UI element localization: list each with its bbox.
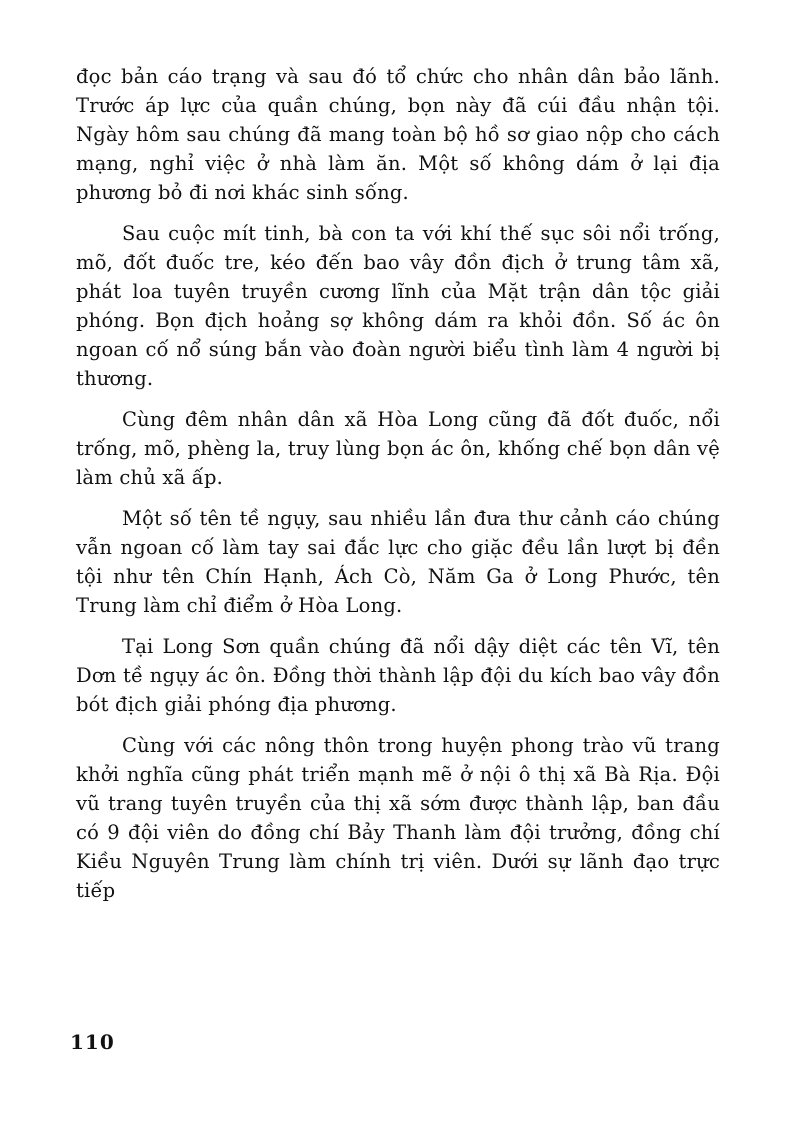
paragraph-5: Tại Long Sơn quần chúng đã nổi dậy diệt các tên Vĩ, tên Dơn tề ngụy ác ôn. Đồng thời thành lập đội du kích bao vây đồn bót địch giải phóng địa phương.	[76, 635, 720, 716]
paragraph-3: Cùng đêm nhân dân xã Hòa Long cũng đã đốt đuốc, nổi trống, mõ, phèng la, truy lùng bọn ác ôn, khống chế bọn dân vệ làm chủ xã ấp.	[76, 408, 720, 489]
page-number: 110	[70, 1030, 115, 1054]
paragraph-2: Sau cuộc mít tinh, bà con ta với khí thế sục sôi nổi trống, mõ, đốt đuốc tre, kéo đến bao vây đồn địch ở trung tâm xã, phát loa tuyên truyền cương lĩnh của Mặt trận dân tộc giải phóng. Bọn địch hoảng sợ không dám ra khỏi đồn. Số ác ôn ngoan cố nổ súng bắn vào đoàn người biểu tình làm 4 người bị thương.	[76, 222, 720, 390]
paragraph-4: Một số tên tề ngụy, sau nhiều lần đưa thư cảnh cáo chúng vẫn ngoan cố làm tay sai đắc lực cho giặc đều lần lượt bị đền tội như tên Chín Hạnh, Ách Cò, Năm Ga ở Long Phước, tên Trung làm chỉ điểm ở Hòa Long.	[76, 507, 720, 617]
page-body	[76, 62, 720, 905]
paragraph-1: đọc bản cáo trạng và sau đó tổ chức cho nhân dân bảo lãnh. Trước áp lực của quần chúng, bọn này đã cúi đầu nhận tội. Ngày hôm sau chúng đã mang toàn bộ hồ sơ giao nộp cho cách mạng, nghỉ việc ở nhà làm ăn. Một số không dám ở lại địa phương bỏ đi nơi khác sinh sống.	[76, 65, 720, 204]
paragraph-6: Cùng với các nông thôn trong huyện phong trào vũ trang khởi nghĩa cũng phát triển mạnh mẽ ở nội ô thị xã Bà Rịa. Đội vũ trang tuyên truyền của thị xã sớm được thành lập, ban đầu có 9 đội viên do đồng chí Bảy Thanh làm đội trưởng, đồng chí Kiều Nguyên Trung làm chính trị viên. Dưới sự lãnh đạo trực tiếp	[76, 734, 720, 902]
